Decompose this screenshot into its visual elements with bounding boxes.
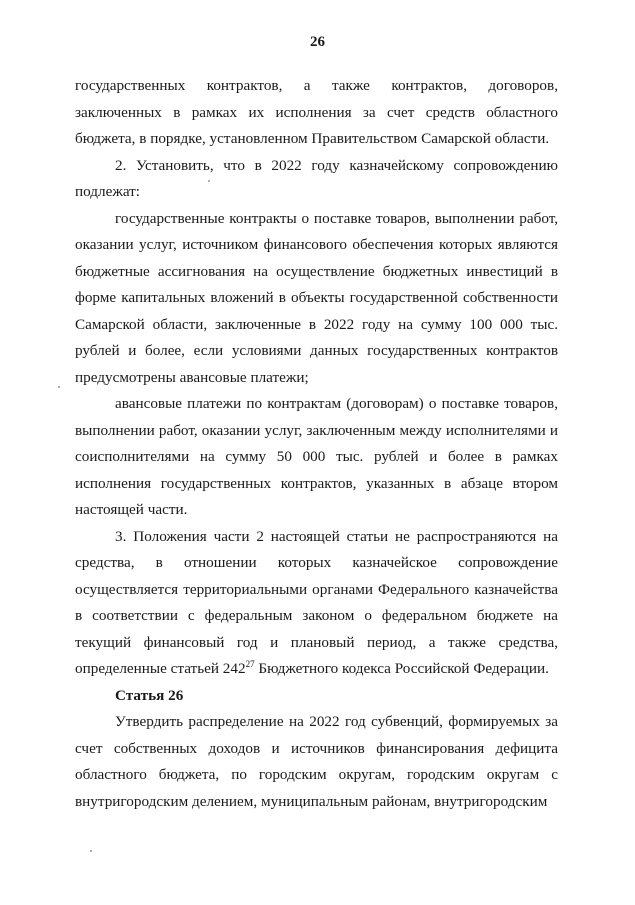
paragraph-state-contracts: государственные контракты о поставке товаров, выполнении работ, оказании услуг, источником финансового обеспечения которых являются бюджетные ассигнования на осуществление бюджетных инвестиций в форме капитальных вложений в объекты государственной собственности Самарской области, заключенные в 2022 году на сумму 100 000 тыс. рублей и более, если условиями данных государственных контрактов предусмотрены авансовые платежи; <box>75 209 558 386</box>
article-heading: Статья 26 <box>115 686 184 704</box>
paragraph-continuation: государственных контрактов, а также контрактов, договоров, заключенных в рамках их исполнения за счет средств областного бюджета, в порядке, установленном Правительством Самарской области. <box>75 77 558 147</box>
scan-dot <box>90 850 92 852</box>
paragraph-subventions: Утвердить распределение на 2022 год субвенций, формируемых за счет собственных доходов и источников финансирования дефицита областного бюджета, по городским округам, городским округам с внутригородским делением, муниципальным районам, внутригородским <box>75 713 558 810</box>
scan-dot <box>208 180 210 182</box>
page-number: 26 <box>310 34 325 50</box>
document-body <box>75 73 558 815</box>
paragraph-part-3-ending: Бюджетного кодекса Российской Федерации. <box>254 660 549 677</box>
paragraph-part-3-text: 3. Положения части 2 настоящей статьи не распространяются на средства, в отношении которых казначейское сопровождение осуществляется территориальными органами Федерального казначейства в соответствии с федеральным законом о федеральном бюджете на текущий финансовый год и плановый период, а также средства, определенные статьей 242 <box>75 527 558 677</box>
article-superscript: 27 <box>245 659 255 669</box>
paragraph-part-2: 2. Установить, что в 2022 году казначейскому сопровождению подлежат: <box>75 156 558 200</box>
paragraph-part-3 <box>75 524 558 683</box>
paragraph-advance-payments: авансовые платежи по контрактам (договорам) о поставке товаров, выполнении работ, оказании услуг, заключенным между исполнителями и соисполнителями на сумму 50 000 тыс. рублей и более в рамках исполнения государственных контрактов, указанных в абзаце втором настоящей части. <box>75 395 558 518</box>
scan-dot <box>58 386 60 388</box>
